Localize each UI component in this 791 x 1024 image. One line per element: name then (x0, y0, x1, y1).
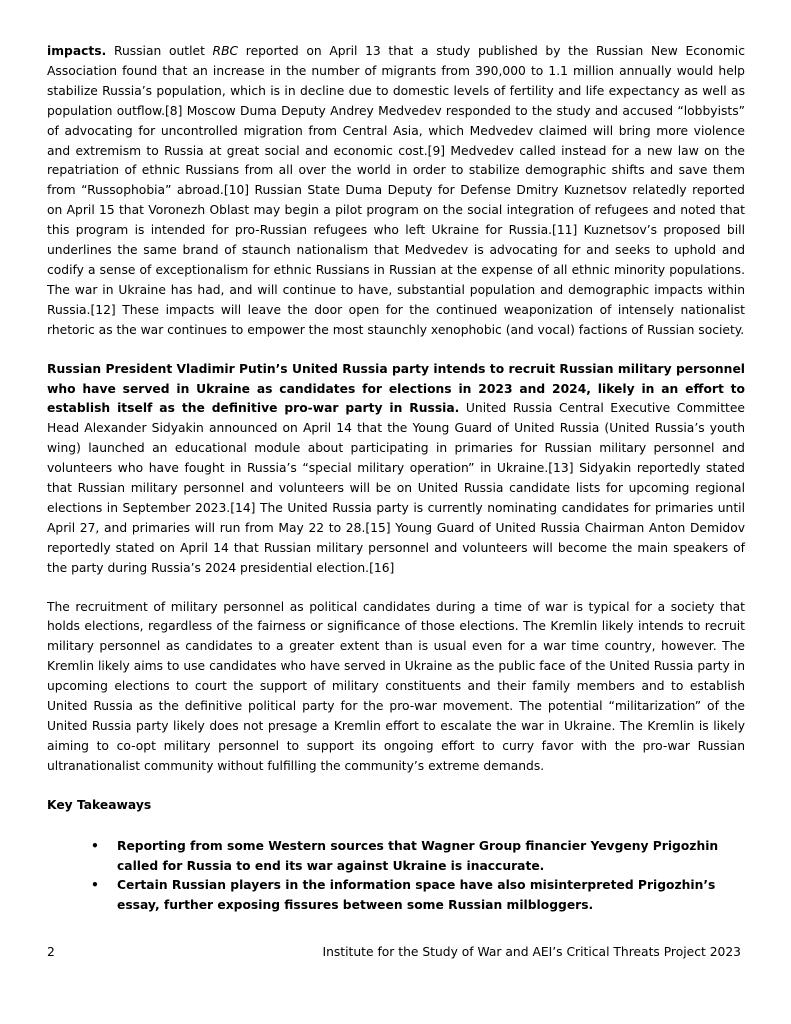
paragraph-text: United Russia Central Executive Committee Head Alexander Sidyakin announced on April 14 that the Young Guard of United Russia (United Russia’s youth wing) launched an educational module about participating in primaries for Russian military personnel and volunteers who have fought in Russia’s “special military operation” in Ukraine.[13] Sidyakin reportedly stated that Russian military personnel and volunteers will be on United Russia candidate lists for upcoming regional elections in September 2023.[14] The United Russia party is currently nominating candidates for primaries until April 27, and primaries will run from May 22 to 28.[15] Young Guard of United Russia Chairman Anton Demidov reportedly stated on April 14 that Russian military personnel and volunteers will become the main speakers of the party during Russia’s 2024 presidential election.[16] (47, 401, 745, 575)
paragraph-migration-impacts (47, 42, 745, 341)
paragraph-lead-bold: Russian President Vladimir Putin’s United Russia party intends to recruit Russian military personnel who have served in Ukraine as candidates for elections in 2023 and 2024, likely in an effort to establish itself as the definitive pro-war party in Russia. (47, 361, 745, 416)
page-number: 2 (47, 945, 55, 959)
list-item (47, 837, 757, 877)
key-takeaways-list (47, 837, 745, 917)
paragraph-military-candidates-analysis (47, 598, 745, 777)
paragraph-text: reported on April 13 that a study published by the Russian New Economic Association found that an increase in the number of migrants from 390,000 to 1.1 million annually would help stabilize Russia’s population, which is in decline due to domestic levels of fertility and life expectancy as well as population outflow.[8] Moscow Duma Deputy Andrey Medvedev responded to the study and accused “lobbyists” of advocating for uncontrolled migration from Central Asia, which Medvedev claimed will bring more violence and extremism to Russia at great social and economic cost.[9] Medvedev called instead for a new law on the repatriation of ethnic Russians from all over the world in order to stabilize demographic shifts and save them from “Russophobia” abroad.[10] Russian State Duma Deputy for Defense Dmitry Kuznetsov relatedly reported on April 15 that Voronezh Oblast may begin a pilot program on the social integration of refugees and noted that this program is intended for pro-Russian refugees who left Ukraine for Russia.[11] Kuznetsov’s proposed bill underlines the same brand of staunch nationalism that Medvedev is advocating for and seeks to uphold and codify a sense of exceptionalism for ethnic Russians in Russian at the expense of all ethnic minority populations. The war in Ukraine has had, and will continue to have, substantial population and demographic impacts within Russia.[12] These impacts will leave the door open for the continued weaponization of intensely nationalist rhetoric as the war continues to empower the most staunchly xenophobic (and vocal) factions of Russian society. (47, 44, 745, 337)
list-item (47, 876, 757, 916)
paragraph-united-russia-recruitment (47, 360, 745, 579)
takeaway-text: Reporting from some Western sources that Wagner Group financier Yevgeny Prigozhin called for Russia to end its war against Ukraine is inaccurate. (117, 838, 719, 873)
page-body (47, 42, 745, 916)
takeaway-text: Certain Russian players in the information space have also misinterpreted Prigozhin’s essay, further exposing fissures between some Russian milbloggers. (117, 878, 716, 913)
footer-organization: Institute for the Study of War and AEI’s Critical Threats Project 2023 (322, 945, 741, 959)
outlet-name-italic: RBC (212, 44, 239, 58)
paragraph-lead-bold: impacts. (47, 44, 107, 58)
paragraph-text: Russian outlet (106, 44, 213, 58)
bullet-icon: • (91, 838, 99, 853)
key-takeaways-heading: Key Takeaways (47, 797, 152, 812)
bullet-icon: • (91, 878, 99, 893)
paragraph-text: The recruitment of military personnel as political candidates during a time of war is typical for a society that holds elections, regardless of the fairness or significance of those elections. The Kremlin likely intends to recruit military personnel as candidates to a greater extent than is usual even for a war time country, however. The Kremlin likely aims to use candidates who have served in Ukraine as the public face of the United Russia party in upcoming elections to court the support of military constituents and their family members and to establish United Russia as the definitive political party for the pro-war movement. The potential “militarization” of the United Russia party likely does not presage a Kremlin effort to escalate the war in Ukraine. The Kremlin is likely aiming to co-opt military personnel to support its ongoing effort to curry favor with the pro-war Russian ultranationalist community without fulfilling the community’s extreme demands. (47, 599, 745, 773)
